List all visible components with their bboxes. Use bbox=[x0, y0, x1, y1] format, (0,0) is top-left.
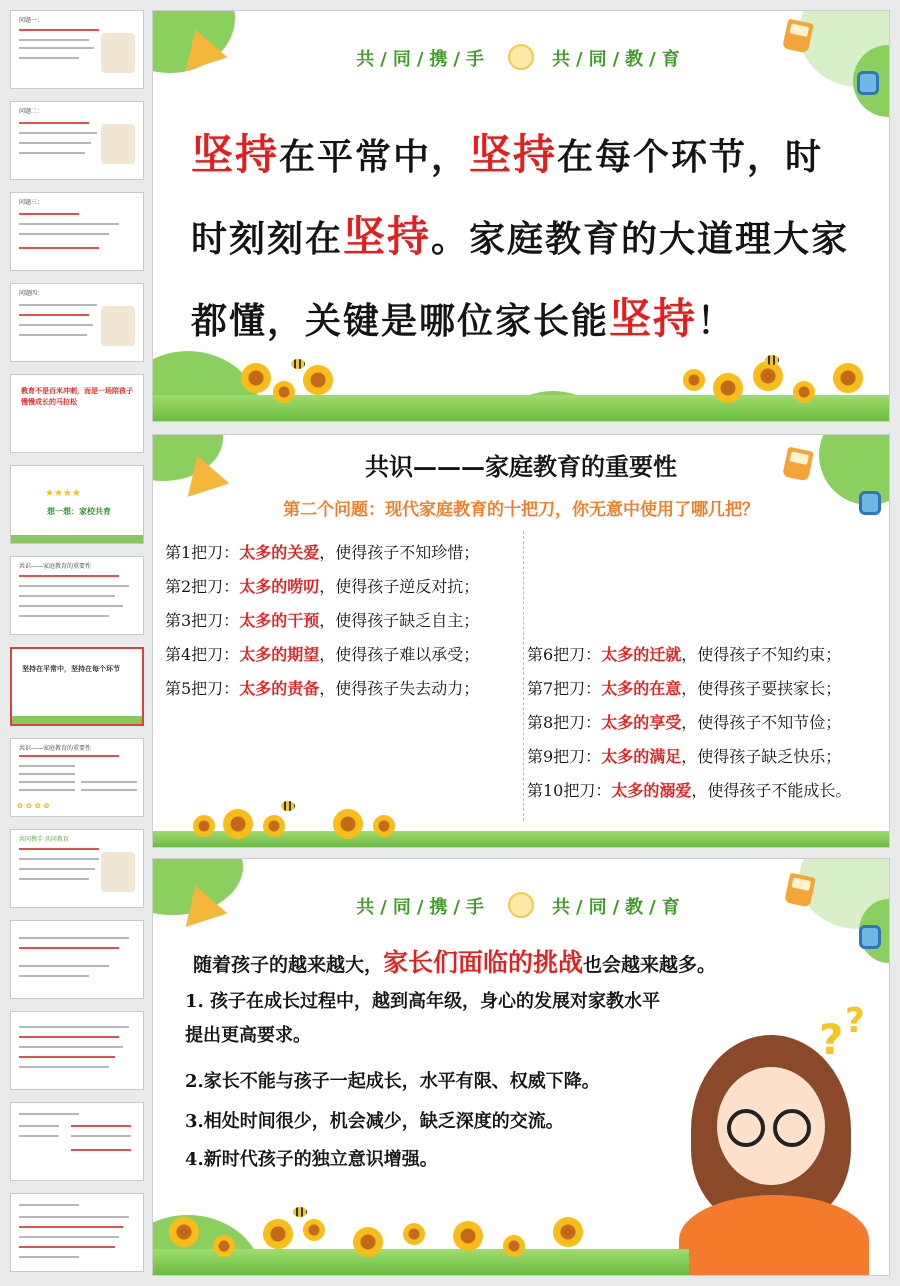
slide-title: 共识———家庭教育的重要性 bbox=[365, 452, 677, 481]
slide-thumbnail-panel[interactable] bbox=[0, 0, 146, 1286]
challenge-item: 提出更高要求。 bbox=[185, 1025, 311, 1046]
knife-label: 第8把刀： bbox=[527, 713, 602, 732]
knife-item bbox=[527, 673, 841, 705]
knife-key: 太多的唠叨 bbox=[239, 577, 320, 596]
thumbnail-title: 问题一： bbox=[19, 17, 44, 24]
body-line-1 bbox=[191, 115, 881, 197]
body-text: 在平常中， bbox=[279, 136, 470, 178]
slide-subtitle: 第二个问题：现代家庭教育的十把刀，你无意中使用了哪几把？ bbox=[283, 500, 759, 520]
knife-label: 第9把刀： bbox=[527, 747, 602, 766]
challenge-item: 4.新时代孩子的独立意识增强。 bbox=[185, 1149, 438, 1170]
knife-item bbox=[165, 605, 479, 637]
knife-key: 太多的责备 bbox=[239, 679, 320, 698]
knife-text: ，使得孩子不能成长。 bbox=[691, 781, 852, 800]
bee-icon bbox=[293, 1207, 307, 1217]
knife-item bbox=[527, 639, 841, 671]
slide-thumbnail[interactable] bbox=[10, 374, 144, 453]
slide-thumbnail[interactable] bbox=[10, 1102, 144, 1181]
challenge-item: 1. 孩子在成长过程中，越到高年级，身心的发展对家教水平 bbox=[185, 991, 661, 1012]
header-right: 共/同/教/育 bbox=[552, 49, 686, 70]
slide-thumbnail[interactable]: ★★★★ 想一想：家校共育 bbox=[10, 465, 144, 544]
knife-text: ，使得孩子不知约束； bbox=[681, 645, 842, 664]
knife-text: ，使得孩子要挟家长； bbox=[681, 679, 842, 698]
keyword: 坚持 bbox=[609, 294, 698, 343]
body-text: ！ bbox=[697, 300, 736, 342]
thumbnail-title: 共识——家庭教育的重要性 bbox=[19, 745, 92, 752]
body-line-2 bbox=[191, 197, 881, 279]
thumbnail-title: 想一想：家校共育 bbox=[47, 506, 111, 516]
lead-highlight: 家长们面临的挑战 bbox=[383, 948, 584, 977]
bee-icon bbox=[765, 355, 779, 365]
slide-thumbnail[interactable]: 共识——家庭教育的重要性 ✿✿✿✿ bbox=[10, 738, 144, 817]
thinking-girl-illustration: ? ? bbox=[669, 1005, 879, 1275]
knife-text: ，使得孩子缺乏快乐； bbox=[681, 747, 842, 766]
flower-border bbox=[153, 793, 889, 847]
knife-key: 太多的在意 bbox=[601, 679, 682, 698]
slide-thumbnail[interactable] bbox=[10, 920, 144, 999]
lead-text: 也会越来越多。 bbox=[583, 954, 717, 976]
bag-icon bbox=[857, 71, 879, 95]
knife-key: 太多的期望 bbox=[239, 645, 320, 664]
knife-text: ，使得孩子缺乏自主； bbox=[319, 611, 480, 630]
thumbnail-title: 共同携手 共同教育 bbox=[19, 836, 69, 843]
challenge-item: 3.相处时间很少，机会减少，缺乏深度的交流。 bbox=[185, 1111, 564, 1132]
knife-label: 第3把刀： bbox=[165, 611, 240, 630]
thumbnail-title: 问题四： bbox=[19, 290, 44, 297]
knife-text: ，使得孩子失去动力； bbox=[319, 679, 480, 698]
knife-item bbox=[165, 571, 479, 603]
slide-thumbnail[interactable] bbox=[10, 101, 144, 180]
flower-border bbox=[153, 351, 889, 421]
body-text: 。家庭教育的大道理大家 bbox=[431, 218, 850, 260]
knife-label: 第10把刀： bbox=[527, 781, 612, 800]
knife-key: 太多的享受 bbox=[601, 713, 682, 732]
knife-label: 第4把刀： bbox=[165, 645, 240, 664]
slide-parent-challenges[interactable] bbox=[152, 858, 890, 1276]
knife-text: ，使得孩子难以承受； bbox=[319, 645, 480, 664]
challenge-item: 2.家长不能与孩子一起成长，水平有限、权威下降。 bbox=[185, 1071, 600, 1092]
slide-thumbnail[interactable] bbox=[10, 1193, 144, 1272]
knife-label: 第6把刀： bbox=[527, 645, 602, 664]
knife-key: 太多的干预 bbox=[239, 611, 320, 630]
slide-thumbnail[interactable] bbox=[10, 192, 144, 271]
knife-key: 太多的满足 bbox=[601, 747, 682, 766]
keyword: 坚持 bbox=[343, 212, 432, 261]
slide-ten-knives[interactable] bbox=[152, 434, 890, 848]
body-text: 都懂，关键是哪位家长能 bbox=[191, 300, 610, 342]
keyword: 坚持 bbox=[191, 130, 280, 179]
knife-key: 太多的迁就 bbox=[601, 645, 682, 664]
slide-persistence[interactable] bbox=[152, 10, 890, 422]
lightbulb-icon bbox=[508, 44, 534, 70]
slide-thumbnail-selected[interactable] bbox=[10, 647, 144, 726]
knife-text: ，使得孩子不知节俭； bbox=[681, 713, 842, 732]
knife-label: 第2把刀： bbox=[165, 577, 240, 596]
body-line-3 bbox=[191, 279, 881, 361]
body-text: 在每个环节，时 bbox=[557, 136, 824, 178]
knife-item bbox=[165, 537, 479, 569]
knife-key: 太多的溺爱 bbox=[611, 781, 692, 800]
slide-thumbnail[interactable] bbox=[10, 10, 144, 89]
bag-icon bbox=[859, 925, 881, 949]
knife-label: 第5把刀： bbox=[165, 679, 240, 698]
lead-text: 随着孩子的越来越大， bbox=[193, 954, 384, 976]
header-right: 共/同/教/育 bbox=[552, 897, 686, 918]
thumbnail-title: 问题三： bbox=[19, 199, 44, 206]
slide-thumbnail[interactable] bbox=[10, 1011, 144, 1090]
thumbnail-title: 坚持在平常中，坚持在每个环节 bbox=[22, 664, 120, 673]
slide-header bbox=[153, 45, 889, 73]
knife-item bbox=[165, 639, 479, 671]
slide-header bbox=[153, 893, 889, 921]
knife-text: ，使得孩子不知珍惜； bbox=[319, 543, 480, 562]
flower-border bbox=[153, 1205, 689, 1275]
slide-lead-text bbox=[193, 943, 716, 979]
knife-label: 第7把刀： bbox=[527, 679, 602, 698]
body-text: 时刻刻在 bbox=[191, 218, 344, 260]
header-left: 共/同/携/手 bbox=[356, 49, 490, 70]
knife-item bbox=[165, 673, 479, 705]
knife-label: 第1把刀： bbox=[165, 543, 240, 562]
thumbnail-title: 问题二： bbox=[19, 108, 44, 115]
bee-icon bbox=[291, 359, 305, 369]
slide-thumbnail[interactable] bbox=[10, 829, 144, 908]
knife-item bbox=[527, 707, 841, 739]
header-left: 共/同/携/手 bbox=[356, 897, 490, 918]
knife-key: 太多的关爱 bbox=[239, 543, 320, 562]
keyword: 坚持 bbox=[469, 130, 558, 179]
thumbnail-title: 共识——家庭教育的重要性 bbox=[19, 563, 92, 570]
knife-text: ，使得孩子逆反对抗； bbox=[319, 577, 480, 596]
lightbulb-icon bbox=[508, 892, 534, 918]
thumbnail-title: 教育不是百米冲刺，而是一场陪孩子慢慢成长的马拉松 bbox=[21, 386, 133, 406]
column-divider bbox=[523, 531, 524, 821]
slide-thumbnail[interactable] bbox=[10, 283, 144, 362]
slide-thumbnail[interactable] bbox=[10, 556, 144, 635]
bee-icon bbox=[281, 801, 295, 811]
slide-body-text bbox=[191, 115, 881, 361]
knife-item bbox=[527, 741, 841, 773]
